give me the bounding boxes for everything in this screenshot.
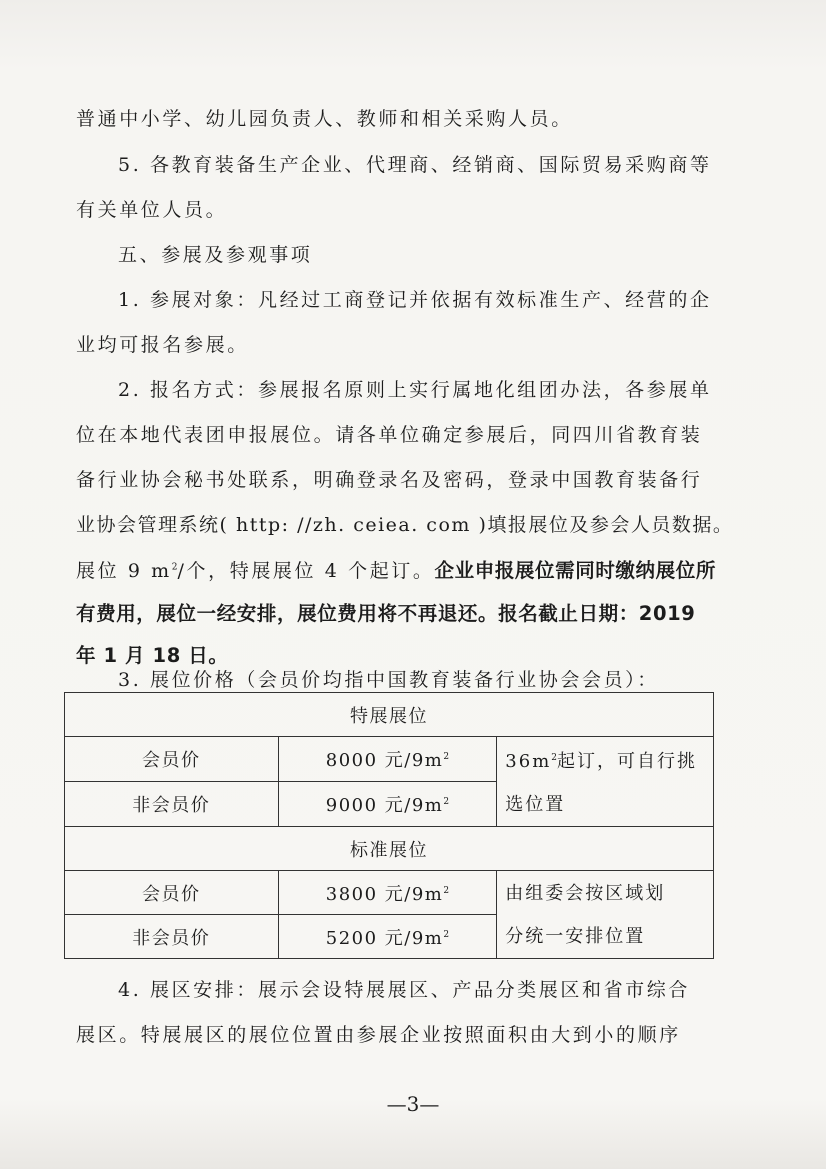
price-type: 非会员价: [65, 782, 279, 827]
text-line: 备行业协会秘书处联系，明确登录名及密码，登录中国教育装备行: [76, 469, 703, 491]
bold-notice: 有费用，展位一经安排，展位费用将不再退还。报名截止日期：2019: [76, 602, 696, 625]
price-type: 非会员价: [65, 915, 279, 959]
price-value: 8000 元$/9m^2$: [278, 737, 497, 782]
text-line: 2. 报名方式：参展报名原则上实行属地化组团办法，各参展单: [118, 379, 712, 401]
superscript: 2: [171, 562, 178, 573]
price-type: 会员价: [65, 737, 279, 782]
text-line: 1. 参展对象：凡经过工商登记并依据有效标准生产、经营的企: [118, 289, 712, 311]
price-value: 3800 元$/9m^2$: [278, 871, 497, 915]
text-line: 5. 各教育装备生产企业、代理商、经销商、国际贸易采购商等: [118, 154, 712, 176]
text-line: 位在本地代表团申报展位。请各单位确定参展后，同四川省教育装: [76, 424, 703, 446]
text-line: 业均可报名参展。: [76, 334, 249, 356]
price-type: 会员价: [65, 871, 279, 915]
table-section-header: 特展展位: [65, 693, 714, 737]
price-value: 5200 元$/9m^2$: [278, 915, 497, 959]
text-line: 普通中小学、幼儿园负责人、教师和相关采购人员。: [76, 108, 573, 130]
table-note: 由组委会按区域划 分统一安排位置: [497, 871, 714, 959]
table-section-header: 标准展位: [65, 827, 714, 871]
text-line: 展区。特展展区的展位位置由参展企业按照面积由大到小的顺序: [76, 1024, 681, 1046]
text-span: /个，特展展位 4 个起订。: [177, 560, 435, 582]
price-value: 9000 元$/9m^2$: [278, 782, 497, 827]
section-heading: 五、参展及参观事项: [118, 244, 313, 266]
text-line: 3. 展位价格（会员价均指中国教育装备行业协会会员）：: [118, 669, 659, 691]
text-span: 展位 9 m: [76, 560, 172, 582]
text-line: 业协会管理系统( http: //zh. ceiea. com )填报展位及参会人员数据。: [76, 514, 734, 536]
text-line: 4. 展区安排：展示会设特展展区、产品分类展区和省市综合: [118, 979, 690, 1001]
table-note: $36m^2$起订，可自行挑 选位置: [497, 737, 714, 827]
bold-notice: 企业申报展位需同时缴纳展位所: [434, 559, 716, 582]
price-table: [64, 692, 714, 959]
table-row: [65, 871, 714, 915]
page-number: —3—: [386, 1092, 440, 1116]
text-line: [76, 555, 826, 583]
table-row: [65, 737, 714, 782]
bold-notice: 年 1 月 18 日。: [76, 644, 229, 667]
text-line: 有关单位人员。: [76, 199, 228, 221]
